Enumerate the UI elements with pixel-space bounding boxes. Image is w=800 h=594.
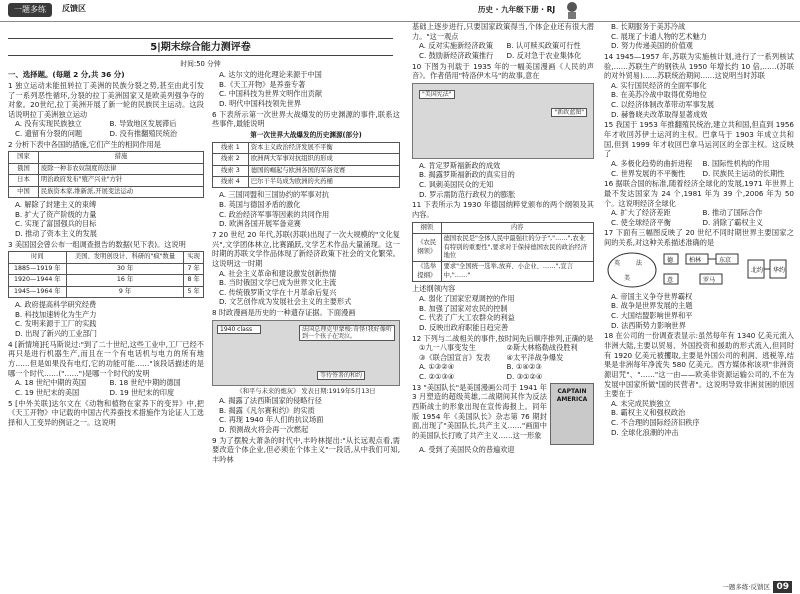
cartoon-label: 1940 class — [217, 325, 261, 334]
column-4 — [604, 22, 794, 438]
option-c[interactable]: C. 中国科技为世界文明作出贡献 — [219, 89, 323, 99]
alliance-diagram — [604, 250, 792, 290]
cartoon-label: 等待签署的和约 — [317, 371, 365, 380]
cartoon-label: 法国总理克里蒙梭:奇怪!我好像听到一个孩子在哭泣。 — [299, 325, 395, 341]
option-c[interactable]: C. 使全球经济平衡 — [611, 217, 671, 227]
option-b[interactable]: B. 18 世纪中期的德国 — [109, 378, 181, 388]
clues-table — [212, 142, 400, 189]
table-cell: 8 年 — [184, 275, 204, 286]
option-d[interactable]: D. ③①②④ — [506, 372, 543, 382]
question-stem: 18 在公司的一份调查表显示:虽然每年有 1340 亿美元流入非洲大陆,主要以贸易、外国投资和援助的形式流入,但同时有 1920 亿美元被攫取,主要是外国公司的利润、逃税等,结果是非洲每年净流失 580 亿美元。西方媒体称该项"非洲资源诅咒"、"……"这一由——欧美非资源运输公司的,不在为发展中国家所做"国的民营者"。这说明导致非洲贫困的原因主要在于 — [604, 331, 794, 399]
table-header: 国家 — [9, 152, 39, 163]
question-11 — [412, 200, 594, 332]
option-d[interactable]: D. 赫鲁晓夫改革取得显著成效 — [611, 109, 708, 119]
table-cell: 《农民纲领》 — [413, 234, 442, 262]
question-5 — [8, 399, 204, 428]
table-cell: 1945—1964 年 — [9, 286, 67, 297]
option-c[interactable]: C. 大国结盟影响世界和平 — [611, 311, 693, 321]
question-10 — [412, 62, 594, 200]
option-c[interactable]: C. 19 世纪末的美国 — [15, 387, 80, 397]
option-d[interactable]: D. 民族民主运动的长期性 — [702, 168, 785, 178]
question-stem: 8 时政漫画是历史的一种遗存证据。下面漫画 — [212, 308, 356, 318]
question-stem: 13 "美国队长"是美国漫画公司于 1941 年 3 月塑造的超级英雄,二战期间其作为反法西斯战士的形象出现在宣传海报上。同年版 1954 年《美国队长》杂志第 76 期封面,出现了"美国队长,共产主义……"画面中的美国队长打败了共产主义……这一形象 — [412, 382, 547, 440]
option-b[interactable]: B. 霸权主义和强权政治 — [611, 408, 686, 418]
question-stem: 4 [新情境]托马斯说过:"到了二十世纪,这些工业中,工厂已经不再只是进行机器生产,而且在一个有电话机与电力的所有地方……但是如果没有电灯,它的功能可能……"该段话描述的是哪一个时代……("……")是哪一个时代的发明 — [8, 339, 204, 378]
question-stem: 11 下表所示为 1930 年德国纳粹党颁布的两个纲领及其内容。 — [412, 200, 594, 220]
question-stem: 10 下图为刊载于 1935 年的一幅美国漫画《人民的声音》。作者借用"特洛伊木马"的故事,意在 — [412, 61, 594, 81]
table-cell: 要求"全国统一选举,放弃、小企业、……",宣言中,"……" — [441, 262, 593, 282]
question-stem: 14 1945—1957 年,苏联为实施核计划,进行了一系列核试验,……苏联生产的钢铁从 1950 年增长约 10 倍,……(苏联的对外贸易)……苏联统治期间……这说明当时苏联 — [604, 51, 794, 81]
table-cell: 线索 4 — [213, 176, 249, 187]
option-a[interactable]: A. 受到了美国民众的普遍欢迎 — [419, 444, 515, 454]
table-cell: 俄国 — [9, 163, 39, 174]
question-17 — [604, 228, 794, 330]
option-a[interactable]: A. 多极化趋势的曲折进程 — [611, 158, 693, 168]
option-c[interactable]: C. 以经济体制改革带动军事发展 — [611, 100, 715, 110]
option-c[interactable]: C. 发明来源于工厂的实践 — [15, 319, 97, 329]
node-label: 意 — [667, 276, 674, 284]
cartoon-caption: 《和平与未来的炮灰》 发表日期:1919年5月13日 — [236, 387, 376, 395]
table-cell: 明治政府发布"殖产兴业"方针 — [38, 175, 203, 186]
page-header — [0, 0, 800, 22]
question-stem: 12 下列与二战相关的事件,按时间先后顺序排列,正确的是 — [412, 333, 594, 343]
table-cell: 巴尔干半岛成为欧洲的火药桶 — [248, 176, 399, 187]
table-header: 美国、发明创设计、科研的"疯"数量 — [66, 252, 184, 263]
option-d[interactable]: D. 19 世纪末的印度 — [109, 387, 175, 397]
option-d[interactable]: D. 罗示需防范行政权力的膨胀 — [419, 189, 516, 199]
option-c[interactable]: C. 传统俄罗斯文学在十月革命后复兴 — [219, 287, 337, 297]
cartoon-image — [412, 83, 594, 159]
option-d[interactable]: D. 预测战火将会再一次燃起 — [219, 425, 309, 435]
option-c[interactable]: C. 代表了广大工农群众的利益 — [419, 313, 515, 323]
program-table — [412, 222, 594, 283]
option-c[interactable]: C. 不合理的国际经济旧秩序 — [611, 418, 700, 428]
table-cell: 7 年 — [184, 263, 204, 274]
option-b[interactable]: B. 长期服务于美苏冷战 — [611, 22, 686, 31]
question-18 — [604, 331, 794, 437]
table-header: 纲领 — [413, 222, 442, 233]
section-tag: 反馈区 — [62, 4, 86, 13]
node-label: 罗马 — [703, 276, 716, 284]
option-b[interactable]: B. 在美苏冷战中取得优势地位 — [611, 90, 707, 100]
option-d[interactable]: D. 明代中国科技领先世界 — [219, 98, 301, 108]
column-3 — [412, 22, 594, 455]
option-c[interactable]: C. 遗留有分裂的问题 — [15, 129, 83, 139]
column-2 — [212, 70, 400, 466]
table-cell: 《选举提纲》 — [413, 262, 442, 282]
option-c[interactable]: C. 展现了卡通人物的艺术魅力 — [611, 31, 707, 41]
option-c[interactable]: C. 实现了富国强兵的目标 — [15, 219, 97, 229]
option-a[interactable]: A. 达尔文的进化理论来源于中国 — [219, 70, 322, 79]
option-b[interactable]: B. 揭露罗斯福新政的真实目的 — [419, 170, 515, 180]
question-stem: 6 下表所示第一次世界大战爆发的历史渊源的事件,联系这些事件,最能说明 — [212, 109, 400, 129]
question-1 — [8, 81, 204, 139]
question-16 — [604, 179, 794, 227]
table-cell: 欧洲两大军事对抗组织的形成 — [248, 154, 399, 165]
option-d[interactable]: D. 出现了新兴的工业部门 — [15, 329, 97, 339]
table-cell: 资本主义政治经济发展不平衡 — [248, 142, 399, 153]
option-a[interactable]: A. 扩大了经济差距 — [611, 208, 671, 218]
option-a[interactable]: A. 实行国民经济的全面军事化 — [611, 80, 707, 90]
option-a[interactable]: A. 社会主义革命和建设激发创新热情 — [219, 268, 337, 278]
table-cell: 1920—1944 年 — [9, 275, 67, 286]
event-4: ④太平洋战争爆发 — [506, 352, 564, 362]
question-3 — [8, 240, 204, 339]
survey-table — [8, 251, 204, 298]
table-cell: 30 年 — [66, 263, 184, 274]
question-9-cont — [412, 22, 594, 61]
node-label: 东京 — [719, 256, 732, 264]
question-stem: 15 我国于 1953 年推翻殖民统治,建立共和国,但直到 1956 年才收回苏伊士运河的主权。巴拿马于 1903 年成立共和国,但到 1999 年才收回巴拿马运河区的全部主权。这反映了 — [604, 120, 794, 159]
option-d[interactable]: D. 努力传递美国的价值观 — [611, 41, 693, 51]
option-a[interactable]: A. 三国同盟和三国协约的军事对抗 — [219, 190, 329, 200]
question-13-cont — [604, 22, 794, 51]
option-a[interactable]: A. 肯定罗斯福新政的成效 — [419, 160, 501, 170]
option-a[interactable]: A. 弱化了国家宏观调控的作用 — [419, 293, 515, 303]
option-b[interactable]: B. 扩大了资产阶级的力量 — [15, 209, 97, 219]
logo-badge: 一题多练 — [8, 3, 52, 17]
event-3: ③《联合国宣言》发表 — [419, 352, 491, 362]
table-header: 时间 — [9, 252, 67, 263]
node-label: 华约 — [773, 266, 786, 274]
option-b[interactable]: B. ①④②③ — [506, 362, 542, 372]
section-heading: 一、选择题。(每题 2 分,共 36 分) — [8, 70, 125, 79]
option-a[interactable]: A. 帝国主义争夺世界霸权 — [611, 291, 693, 301]
option-b[interactable]: B. 揭露《凡尔赛和约》的实质 — [219, 405, 315, 415]
option-d[interactable]: D. 文艺创作成为发展社会主义的主要形式 — [219, 297, 352, 307]
column-1 — [8, 70, 204, 428]
question-stem: 9 为了摆脱大萧条的时代中,丰吟林提出:"从长远观点看,需要改造个体企业,但必须在个体主义"一段话,从中我们可知,丰吟林 — [212, 435, 400, 465]
option-b[interactable]: B. 科技加速转化为生产力 — [15, 309, 97, 319]
question-stem: 5 [中外关联]达尔文在《动物和植物在家养下的变异》中,把《天工开物》中记载的中国古代养蚕技术措施作为论证人工选择和人工变异的例证之一。这说明 — [8, 398, 204, 427]
option-a[interactable]: A. ①③②④ — [419, 362, 455, 372]
question-stem: 3 美国国会曾公布一组调查报告的数据(见下表)。这说明 — [8, 239, 186, 249]
option-d[interactable]: D. 反映出政府职能日趋完善 — [419, 322, 509, 332]
mascot-icon — [562, 0, 582, 20]
table-cell: 16 年 — [66, 275, 184, 286]
question-13 — [412, 383, 594, 455]
time-limit: 时间:50 分钟 — [180, 60, 221, 68]
option-b[interactable]: B. 当时俄国文学已成为世界文化主流 — [219, 278, 337, 288]
node-label: 德 — [667, 256, 674, 264]
question-5-options — [212, 70, 400, 109]
table-cell: 线索 3 — [213, 165, 249, 176]
event-2: ②斯大林格勒战役胜利 — [506, 343, 578, 353]
option-d[interactable]: D. 推动了资本主义的发展 — [15, 229, 97, 239]
question-stem: 上述纲领内容 — [412, 284, 456, 294]
option-a[interactable]: A. 揭露了法西斯国家的侵略行径 — [219, 396, 322, 406]
option-a[interactable]: A. 解除了封建主义的束缚 — [15, 200, 97, 210]
table-cell: 9 年 — [66, 286, 184, 297]
question-2 — [8, 140, 204, 239]
table-title: 第一次世界大战爆发的历史渊源(部分) — [250, 130, 362, 139]
question-12 — [412, 334, 594, 382]
node-label: 北约 — [751, 266, 764, 274]
question-stem: 7 20 世纪 20 年代,苏联(苏联)出现了一次大规模的"文化复兴",文学团体林立,比赛踊跃,文学艺术作品大量涌现。这一时期的苏联文学作品体现了新经济政策下社会的文化繁荣。这说明这一时期 — [212, 229, 400, 268]
event-1: ①九一八事变发生 — [419, 343, 476, 353]
question-stem: 16 据联合国的标准,随着经济全球化的发展,1971 年世界上最不发达国家为 24 个,1981 年为 39 个,2006 年为 50 个。这说明经济全球化 — [604, 179, 794, 208]
table-cell: 民族资本家,维新派,开展变法运动 — [38, 186, 203, 197]
option-b[interactable]: B. 加强了国家对农民的控制 — [419, 303, 508, 313]
option-b[interactable]: B. 战争是世界发展的主题 — [611, 301, 693, 311]
table-cell: 5 年 — [184, 286, 204, 297]
table-cell: 德国农民是"全体人民中最强壮的分子","……",农业有特别的重要性",要求对于保持德国农民的政治经济地位 — [441, 234, 593, 262]
option-b[interactable]: B. 国际性机构的作用 — [702, 158, 770, 168]
magazine-cover-image: CAPTAIN AMERICA — [550, 383, 594, 445]
cartoon-image — [212, 320, 400, 386]
question-stem: 基础上逐步进行,只要国家政策得当,个体企业还有很大潜力。"这一观点 — [412, 22, 594, 41]
table-cell: 日本 — [9, 175, 39, 186]
question-8 — [212, 308, 400, 435]
option-b[interactable]: B. 认可赎买政策可行性 — [506, 41, 581, 51]
cartoon-label: "美国宪法" — [419, 90, 455, 99]
table-header: 措施 — [38, 152, 203, 163]
option-a[interactable]: A. 未完成民族独立 — [611, 398, 671, 408]
question-14 — [604, 52, 794, 119]
node-label: 柏林 — [689, 256, 702, 264]
table-header: 内容 — [441, 222, 593, 233]
option-d[interactable]: D. 欧洲各国开展军备竞赛 — [219, 219, 301, 229]
subject-label: 历史 · 九年级下册 · RJ — [478, 5, 556, 14]
option-d[interactable]: D. 消除了霸权主义 — [702, 217, 763, 227]
question-6 — [212, 110, 400, 229]
option-d[interactable]: D. 反对急于农业集体化 — [506, 50, 582, 60]
table-header: 实现 — [184, 252, 204, 263]
option-a[interactable]: A. 反对实施新经济政策 — [419, 41, 494, 51]
option-c[interactable]: C. 讽刺美国民众的无知 — [419, 180, 494, 190]
option-b[interactable]: B. 英国与德国矛盾的激化 — [219, 200, 301, 210]
question-9 — [212, 436, 400, 465]
table-cell: 线索 1 — [213, 142, 249, 153]
option-c[interactable]: C. ②①③④ — [419, 372, 455, 382]
question-4 — [8, 340, 204, 398]
question-15 — [604, 120, 794, 178]
option-b[interactable]: B. 导致地区发展滞后 — [109, 119, 177, 129]
measures-table — [8, 151, 204, 198]
option-a[interactable]: A. 18 世纪中期的英国 — [15, 378, 87, 388]
node-label: 美 — [624, 274, 631, 282]
option-d[interactable]: D. 没有推翻殖民统治 — [109, 129, 178, 139]
table-cell: 线索 2 — [213, 154, 249, 165]
node-label: 英 — [614, 259, 621, 267]
table-cell: 废除一种非农奴制度的法律 — [38, 163, 203, 174]
footer-label: 一题多练·反馈区 — [722, 583, 770, 592]
option-c[interactable]: C. 鼓励新经济政策推行 — [419, 50, 494, 60]
table-cell: 1885—1919 年 — [9, 263, 67, 274]
option-c[interactable]: C. 政治经济军事等因素的共同作用 — [219, 209, 330, 219]
question-7 — [212, 230, 400, 307]
option-c[interactable]: C. 世界发展的不平衡性 — [611, 168, 686, 178]
cartoon-label: "新政蓝图" — [551, 108, 587, 117]
table-cell: 中国 — [9, 186, 39, 197]
node-label: 法 — [636, 259, 643, 267]
option-a[interactable]: A. 没有实现民族独立 — [15, 119, 82, 129]
page-number: 09 — [773, 581, 792, 593]
option-b[interactable]: B. 推动了国际合作 — [702, 208, 763, 218]
question-stem: 1 独立运动未能扭转拉丁美洲的民族分裂之势,甚至由此引发了一系列恶性循环,分裂的拉丁美洲国家又是欧美列强争夺的对象。20世纪,拉丁美洲开展了新一轮的民族民主运动。这段话说明拉丁美洲独立运动 — [8, 80, 204, 119]
page-title: 5|期末综合能力测评卷 — [8, 38, 393, 56]
question-stem: 17 下面有三幅图反映了 20 世纪不同时期世界主要国家之间的关系,对这种关系描述准确的是 — [604, 228, 794, 248]
question-stem: 2 分析下表中各国的措施,它们产生的相同作用是 — [8, 139, 161, 149]
table-cell: 德国的崛起与欧洲各国的军备竞赛 — [248, 165, 399, 176]
option-c[interactable]: C. 再现 1940 年人们的抗议场面 — [219, 415, 324, 425]
option-b[interactable]: B.《天工开物》是养蚕专著 — [219, 79, 306, 89]
option-d[interactable]: D. 全球化浪潮的冲击 — [611, 427, 679, 437]
option-d[interactable]: D. 法西斯势力影响世界 — [611, 320, 686, 330]
option-a[interactable]: A. 政府提高科学研究经费 — [15, 300, 97, 310]
